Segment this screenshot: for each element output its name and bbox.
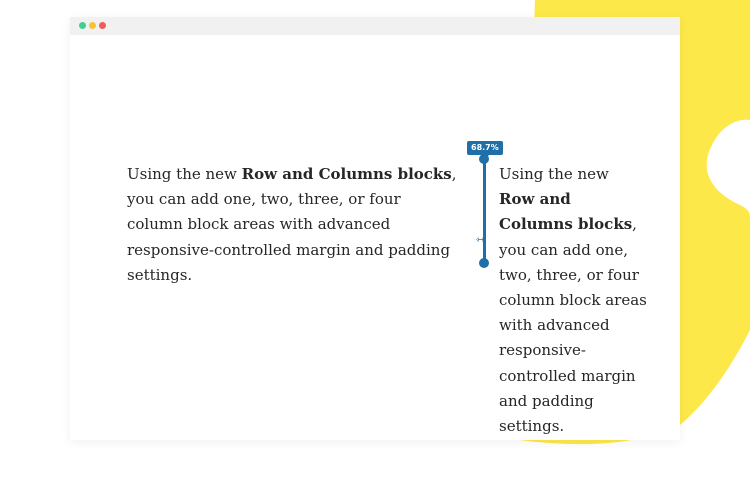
resize-handle-top[interactable]: [479, 154, 489, 164]
window-control-yellow-dot[interactable]: [89, 22, 96, 29]
left-column-text-before: Using the new: [127, 165, 242, 183]
column-resize-divider[interactable]: [483, 159, 486, 263]
window-control-red-dot[interactable]: [99, 22, 106, 29]
right-column-bold: Row and Columns blocks: [499, 190, 633, 234]
left-column-text-after: , you can add one, two, three, or four column block areas with advanced responsive-controlled margin and padding settings.: [127, 165, 457, 284]
browser-window: [70, 17, 680, 440]
window-control-green-dot[interactable]: [79, 22, 86, 29]
left-column-text: [127, 162, 457, 288]
left-column-bold: Row and Columns blocks: [241, 165, 452, 183]
window-titlebar: [70, 17, 680, 35]
resize-cursor-icon: ⇿: [476, 233, 486, 246]
right-column-text-after: , you can add one, two, three, or four column block areas with advanced responsive-controlled margin and padding settings.: [499, 215, 647, 436]
column-width-badge: 68.7%: [467, 141, 503, 155]
resize-handle-bottom[interactable]: [479, 258, 489, 268]
right-column-text: [499, 162, 647, 439]
right-column-text-before: Using the new: [499, 165, 609, 183]
